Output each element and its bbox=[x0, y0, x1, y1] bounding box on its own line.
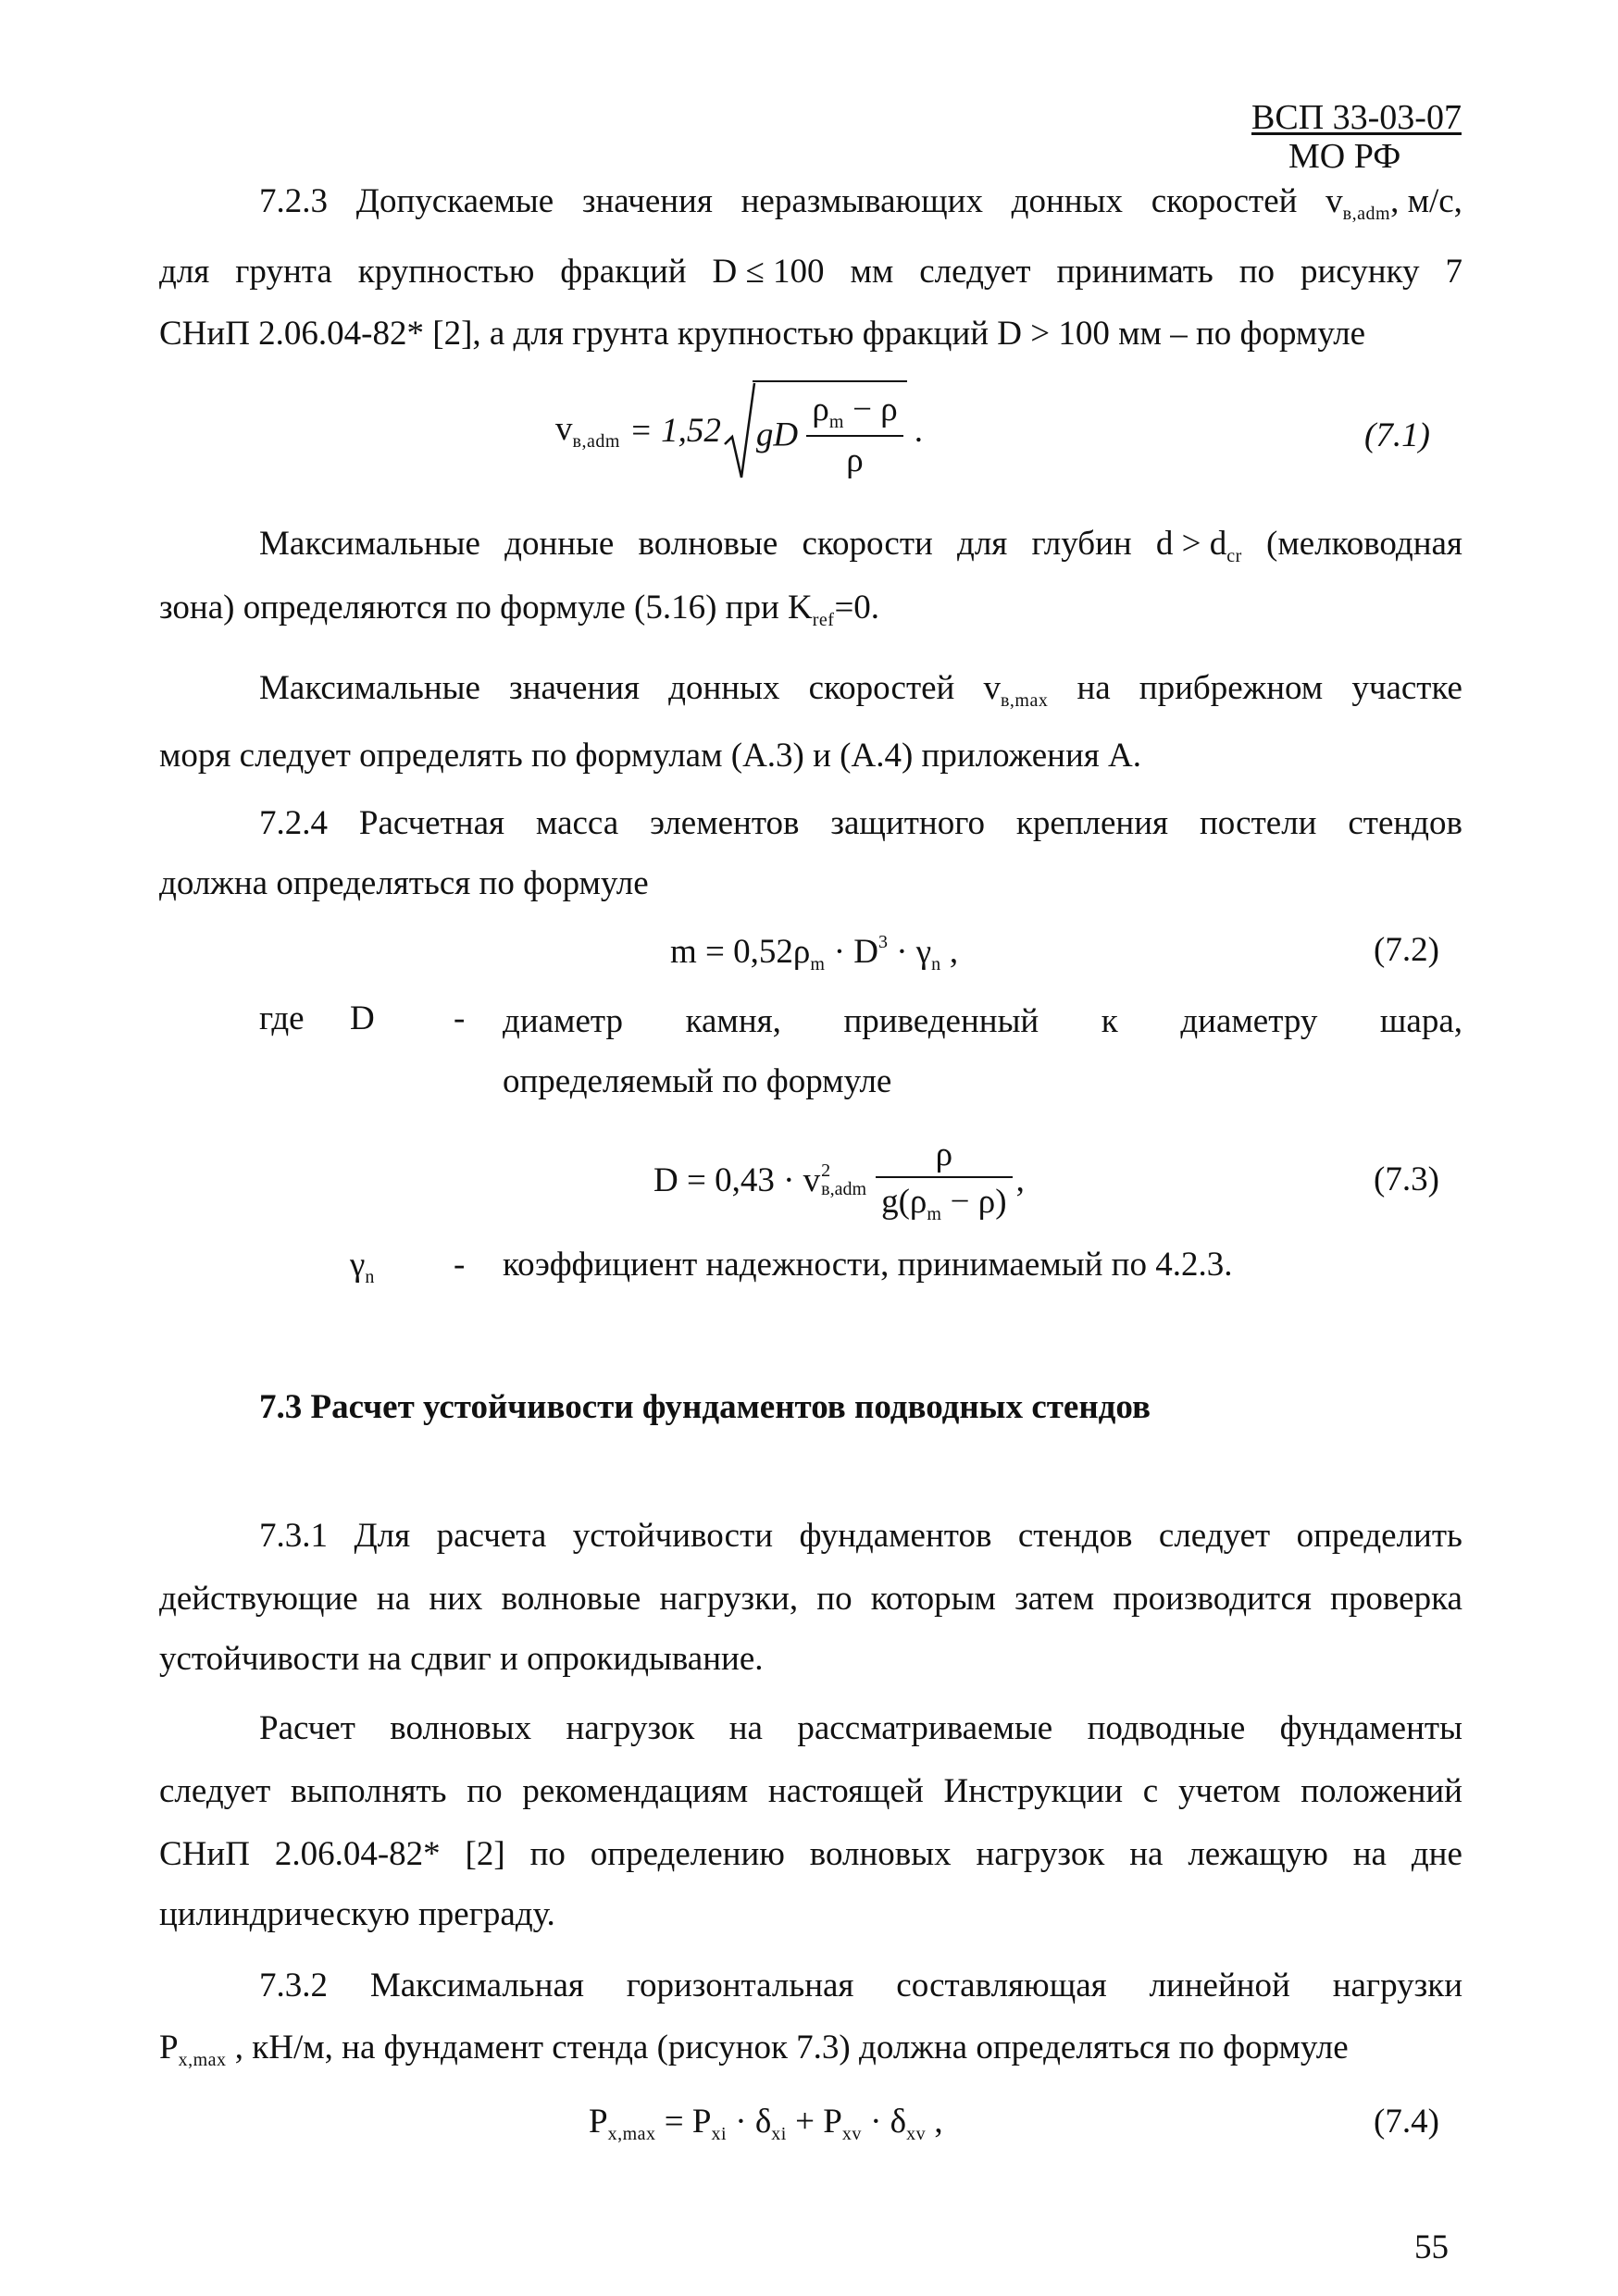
eq-dot: . bbox=[914, 411, 923, 450]
word: скоростей bbox=[808, 669, 955, 707]
eq-part: m = 0,52ρ bbox=[670, 933, 811, 971]
word: рекомендациям bbox=[522, 1772, 749, 1810]
subscript: m bbox=[828, 412, 844, 432]
word: донных bbox=[668, 669, 780, 707]
eq-part: , bbox=[926, 2103, 943, 2141]
eq-comma: , bbox=[1015, 1160, 1025, 1199]
eq-coef: = 1,52 bbox=[629, 411, 721, 450]
eq-part: , bbox=[940, 933, 959, 971]
word: прибрежном bbox=[1139, 669, 1324, 707]
word: 7.3.1 bbox=[259, 1517, 328, 1555]
word: учетом bbox=[1178, 1772, 1281, 1810]
numerator bbox=[806, 390, 902, 437]
var: P bbox=[159, 2029, 179, 2066]
word: Максимальные bbox=[259, 525, 480, 563]
minus-rho: − ρ bbox=[843, 391, 898, 428]
where-gamma-description: коэффициент надежности, принимаемый по 4.2.3. bbox=[503, 1246, 1233, 1284]
velocity-symbol bbox=[983, 668, 1048, 712]
word: расчета bbox=[436, 1517, 547, 1555]
word: грунта bbox=[235, 253, 332, 291]
word: действующие bbox=[159, 1580, 358, 1618]
para-wave-line-1 bbox=[259, 1708, 1462, 1748]
word: волновых bbox=[390, 1709, 532, 1747]
where-symbol-D: D bbox=[350, 999, 375, 1037]
equation-7-1 bbox=[555, 370, 923, 490]
den-part: g(ρ bbox=[881, 1183, 927, 1221]
eq-fraction bbox=[806, 390, 902, 480]
text: , кН/м, на фундамент стенда (рисунок 7.3) должна определяться по формуле bbox=[226, 2029, 1349, 2066]
word: них bbox=[429, 1580, 483, 1618]
word: на bbox=[728, 1709, 763, 1747]
word: Расчет bbox=[259, 1709, 355, 1747]
subscript: в,adm bbox=[572, 430, 620, 452]
word: принимать bbox=[1056, 253, 1214, 291]
where-dash-2: - bbox=[454, 1246, 466, 1284]
rho: ρ bbox=[812, 391, 829, 428]
word: волновых bbox=[809, 1835, 952, 1873]
word: с bbox=[1142, 1772, 1159, 1810]
word: для bbox=[957, 525, 1008, 563]
para-7-2-4-line-1 bbox=[259, 803, 1462, 843]
word: защитного bbox=[830, 804, 985, 842]
word: нагрузок bbox=[976, 1835, 1105, 1873]
subscript: m bbox=[810, 954, 826, 974]
v-scripts bbox=[821, 1161, 866, 1198]
word: нагрузки bbox=[1332, 1967, 1462, 2004]
eq-part: · D bbox=[825, 933, 878, 971]
word: крепления bbox=[1015, 804, 1169, 842]
text: зона) определяются по формуле (5.16) при K bbox=[159, 589, 813, 627]
subscript: m bbox=[927, 1204, 942, 1224]
subscript: x,max bbox=[607, 2124, 656, 2144]
word: значения bbox=[581, 182, 713, 220]
word: дне bbox=[1411, 1835, 1462, 1873]
word: мм bbox=[850, 253, 894, 291]
word: диаметр bbox=[503, 1002, 624, 1040]
para-wave-line-2 bbox=[159, 1771, 1462, 1811]
word: элементов bbox=[650, 804, 800, 842]
word: устойчивости bbox=[572, 1517, 774, 1555]
var: v bbox=[555, 409, 573, 448]
word: затем bbox=[1014, 1580, 1095, 1618]
word: следует bbox=[1158, 1517, 1271, 1555]
word: для bbox=[159, 253, 210, 291]
word: положений bbox=[1301, 1772, 1462, 1810]
word: 7.2.4 bbox=[259, 804, 328, 842]
equation-number-7-2: (7.2) bbox=[1374, 931, 1439, 969]
word: 7.3.2 bbox=[259, 1967, 328, 2004]
subscript: xv bbox=[906, 2124, 927, 2144]
para-7-2-3-line-3: СНиП 2.06.04-82* [2], а для грунта крупностью фракций D > 100 мм – по формуле bbox=[159, 315, 1366, 353]
para-7-3-1-line-3: устойчивости на сдвиг и опрокидывание. bbox=[159, 1640, 764, 1678]
text: =0. bbox=[834, 589, 880, 627]
word: глубин bbox=[1031, 525, 1132, 563]
eq-fraction bbox=[876, 1135, 1013, 1225]
para-max-values-line-2: моря следует определять по формулам (А.3) и (А.4) приложения А. bbox=[159, 737, 1142, 775]
equation-7-2 bbox=[670, 933, 958, 974]
eq-part: + P bbox=[786, 2103, 842, 2141]
subscript: n bbox=[931, 954, 941, 974]
word: рассматриваемые bbox=[797, 1709, 1053, 1747]
equation-number-7-1: (7.1) bbox=[1364, 416, 1430, 454]
equation-7-3 bbox=[653, 1129, 1025, 1231]
numerator: ρ bbox=[876, 1135, 1013, 1178]
para-7-3-1-line-1 bbox=[259, 1516, 1462, 1556]
eq-part: · δ bbox=[727, 2103, 772, 2141]
eq-part: · γ bbox=[887, 933, 932, 971]
subscript: ref bbox=[812, 610, 835, 630]
word: на bbox=[1352, 1835, 1387, 1873]
word: 2.06.04-82* bbox=[274, 1835, 441, 1873]
subscript: n bbox=[365, 1267, 375, 1287]
eq-part: · δ bbox=[861, 2103, 907, 2141]
word: стендов bbox=[1348, 804, 1462, 842]
para-7-3-2-line-2 bbox=[159, 2030, 1349, 2069]
word: Инструкции bbox=[943, 1772, 1124, 1810]
word: лежащую bbox=[1188, 1835, 1328, 1873]
word: крупностью bbox=[357, 253, 535, 291]
word: по bbox=[816, 1580, 853, 1618]
subscript: xv bbox=[841, 2124, 862, 2144]
word: Максимальная bbox=[369, 1967, 584, 2004]
word: производится bbox=[1113, 1580, 1312, 1618]
word: которым bbox=[870, 1580, 996, 1618]
word: камня, bbox=[685, 1002, 781, 1040]
word: фракций bbox=[560, 253, 687, 291]
word: определению bbox=[590, 1835, 785, 1873]
word: волновые bbox=[638, 525, 778, 563]
word: участке bbox=[1351, 669, 1462, 707]
word: СНиП bbox=[159, 1835, 250, 1873]
where-dash-1: - bbox=[454, 999, 466, 1037]
equation-number-7-4: (7.4) bbox=[1374, 2103, 1439, 2141]
den-part: − ρ) bbox=[941, 1183, 1007, 1221]
superscript: 2 bbox=[821, 1160, 831, 1181]
word: волновые bbox=[501, 1580, 641, 1618]
word: к bbox=[1101, 1002, 1118, 1040]
word: донных bbox=[1011, 182, 1123, 220]
para-7-2-3-line-1 bbox=[259, 181, 1462, 225]
subscript: x,max bbox=[178, 2050, 227, 2070]
subscript: xi bbox=[771, 2124, 787, 2144]
equation-7-4 bbox=[589, 2104, 943, 2143]
word: значения bbox=[509, 669, 641, 707]
word: масса bbox=[535, 804, 619, 842]
where-label: где bbox=[259, 999, 305, 1037]
word: на bbox=[376, 1580, 411, 1618]
word: 7 bbox=[1445, 253, 1462, 291]
word: по bbox=[467, 1772, 503, 1810]
d-gt-d: d > d bbox=[1155, 525, 1227, 563]
para-wave-line-3 bbox=[159, 1834, 1462, 1874]
gamma: γ bbox=[350, 1246, 366, 1284]
word: на bbox=[1077, 669, 1111, 707]
denominator: ρ bbox=[846, 441, 864, 479]
depth-expr bbox=[1156, 524, 1242, 567]
word: на bbox=[1129, 1835, 1164, 1873]
where-symbol-gamma bbox=[350, 1247, 375, 1286]
para-wave-line-4: цилиндрическую преграду. bbox=[159, 1895, 555, 1933]
word: D ≤ 100 bbox=[712, 253, 825, 291]
word: стендов bbox=[1017, 1517, 1133, 1555]
word: следует bbox=[919, 253, 1031, 291]
word: фундаменты bbox=[1279, 1709, 1462, 1747]
subscript: в,adm bbox=[821, 1179, 867, 1199]
subscript: в,adm bbox=[1342, 204, 1391, 224]
word: определить bbox=[1296, 1517, 1462, 1555]
word: приведенный bbox=[843, 1002, 1039, 1040]
word: фундаментов bbox=[799, 1517, 992, 1555]
subscript: в,max bbox=[1000, 690, 1049, 711]
word: по bbox=[1238, 253, 1276, 291]
word: горизонтальная bbox=[626, 1967, 854, 2004]
subscript: cr bbox=[1226, 546, 1242, 566]
radicand bbox=[753, 380, 907, 480]
word: 7.2.3 bbox=[259, 182, 328, 220]
word: неразмывающих bbox=[741, 182, 983, 220]
word: нагрузки, bbox=[659, 1580, 799, 1618]
para-max-velocity-line-2 bbox=[159, 590, 879, 629]
word: шара, bbox=[1379, 1002, 1462, 1040]
section-7-3-title: 7.3 Расчет устойчивости фундаментов подводных стендов bbox=[259, 1388, 1151, 1426]
doc-code: ВСП 33-03-07 bbox=[1251, 98, 1462, 137]
velocity-symbol bbox=[1326, 181, 1462, 225]
denominator bbox=[876, 1178, 1013, 1225]
page-number: 55 bbox=[1414, 2228, 1449, 2266]
word: Максимальные bbox=[259, 669, 480, 707]
para-7-3-2-line-1 bbox=[259, 1966, 1462, 2005]
word: выполнять bbox=[291, 1772, 447, 1810]
word: рисунку bbox=[1301, 253, 1420, 291]
para-7-3-1-line-2 bbox=[159, 1579, 1462, 1619]
word: линейной bbox=[1149, 1967, 1290, 2004]
eq-part: D = 0,43 · v bbox=[653, 1160, 821, 1199]
tail: , м/с, bbox=[1390, 182, 1462, 220]
superscript: 3 bbox=[877, 932, 888, 952]
word: нагрузок bbox=[566, 1709, 695, 1747]
word: подводные bbox=[1087, 1709, 1246, 1747]
word: проверка bbox=[1330, 1580, 1462, 1618]
word: по bbox=[529, 1835, 566, 1873]
word: Допускаемые bbox=[355, 182, 554, 220]
equation-number-7-3: (7.3) bbox=[1374, 1160, 1439, 1198]
para-max-values-line-1 bbox=[259, 668, 1462, 712]
word: постели bbox=[1199, 804, 1317, 842]
word: Расчетная bbox=[358, 804, 505, 842]
word: следует bbox=[159, 1772, 271, 1810]
word: донные bbox=[504, 525, 615, 563]
var: v bbox=[983, 669, 1001, 707]
para-max-velocity-line-1 bbox=[259, 524, 1462, 567]
eq-part: = P bbox=[655, 2103, 712, 2141]
eq-inner: gD bbox=[755, 416, 799, 454]
para-7-2-3-line-2 bbox=[159, 252, 1462, 292]
radical-sign bbox=[723, 379, 756, 481]
subscript: xi bbox=[711, 2124, 728, 2144]
para-7-2-4-line-2: должна определяться по формуле bbox=[159, 864, 649, 902]
eq-lhs bbox=[555, 409, 620, 453]
word: скорости bbox=[802, 525, 933, 563]
doc-org: МО РФ bbox=[1288, 137, 1401, 176]
word: составляющая bbox=[896, 1967, 1107, 2004]
word: Для bbox=[354, 1517, 411, 1555]
var: v bbox=[1326, 182, 1343, 220]
word: диаметру bbox=[1180, 1002, 1318, 1040]
word: (мелководная bbox=[1266, 525, 1462, 563]
word: скоростей bbox=[1151, 182, 1298, 220]
word: настоящей bbox=[767, 1772, 924, 1810]
word: [2] bbox=[465, 1835, 505, 1873]
where-D-description-line-1 bbox=[503, 1001, 1462, 1041]
eq-part: P bbox=[589, 2103, 608, 2141]
where-D-description-line-2: определяемый по формуле bbox=[503, 1062, 892, 1100]
